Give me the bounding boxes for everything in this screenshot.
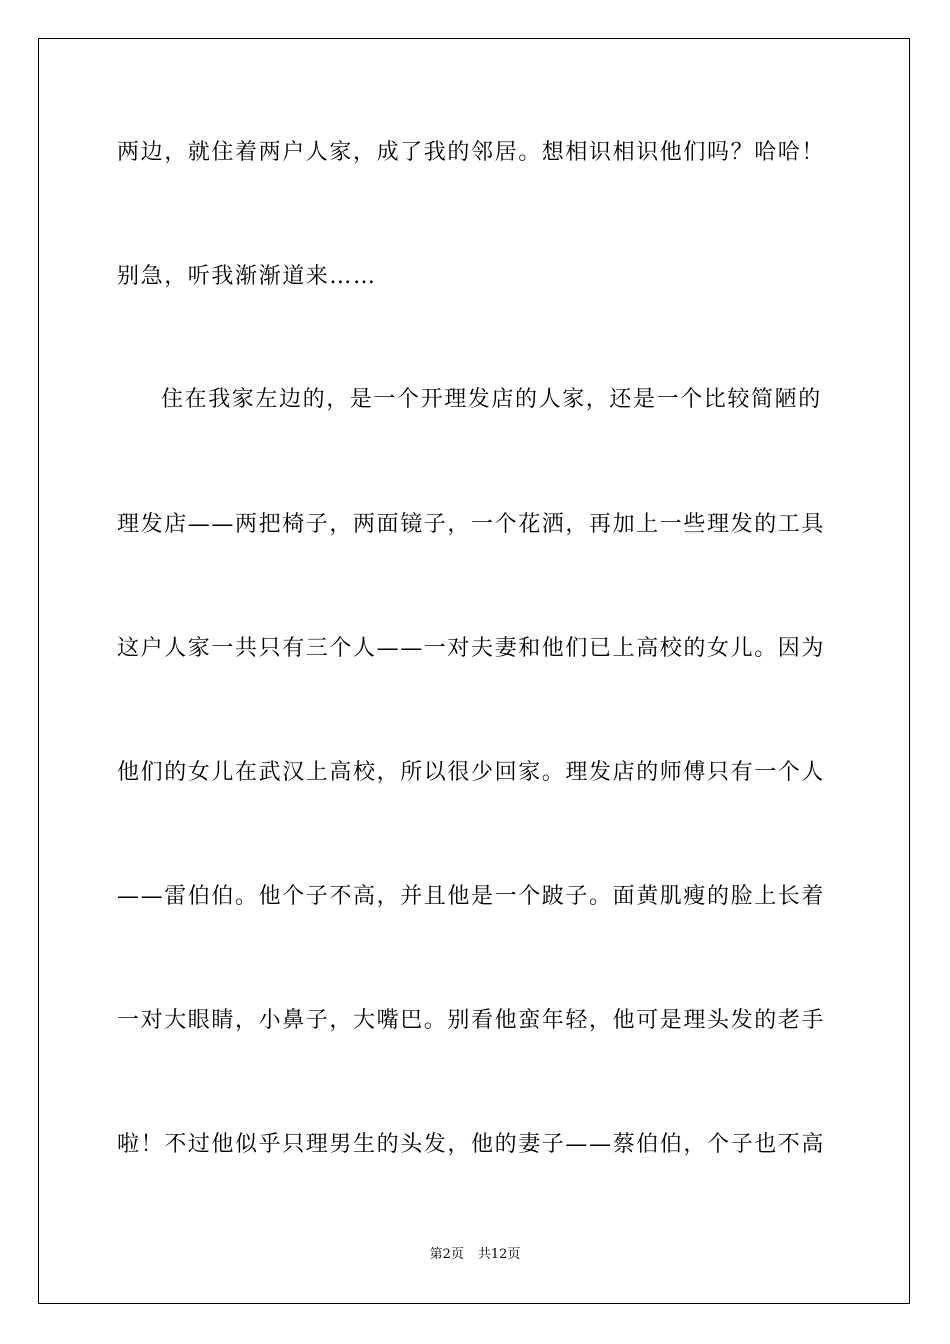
text-line: 啦！不过他似乎只理男生的头发，他的妻子——蔡伯伯，个子也不高: [117, 1132, 826, 1157]
text-line: 别急，听我渐渐道来……: [117, 264, 377, 289]
page-total: 共12页: [477, 1247, 521, 1262]
page-border: [38, 38, 910, 1304]
page-number: 第2页: [429, 1247, 464, 1262]
text-line: ——雷伯伯。他个子不高，并且他是一个跛子。面黄肌瘦的脸上长着: [117, 884, 826, 909]
text-line: 一对大眼睛，小鼻子，大嘴巴。别看他蛮年轻，他可是理头发的老手: [117, 1008, 826, 1033]
paragraph-start-line: 住在我家左边的，是一个开理发店的人家，还是一个比较简陋的: [161, 387, 822, 412]
text-line: 两边，就住着两户人家，成了我的邻居。想相识相识他们吗？哈哈！: [117, 140, 826, 165]
text-line: 理发店——两把椅子，两面镜子，一个花洒，再加上一些理发的工具: [117, 512, 826, 537]
page-footer: [0, 1246, 950, 1264]
text-line: 这户人家一共只有三个人——一对夫妻和他们已上高校的女儿。因为: [117, 636, 826, 661]
text-line: 他们的女儿在武汉上高校，所以很少回家。理发店的师傅只有一个人: [117, 760, 826, 785]
